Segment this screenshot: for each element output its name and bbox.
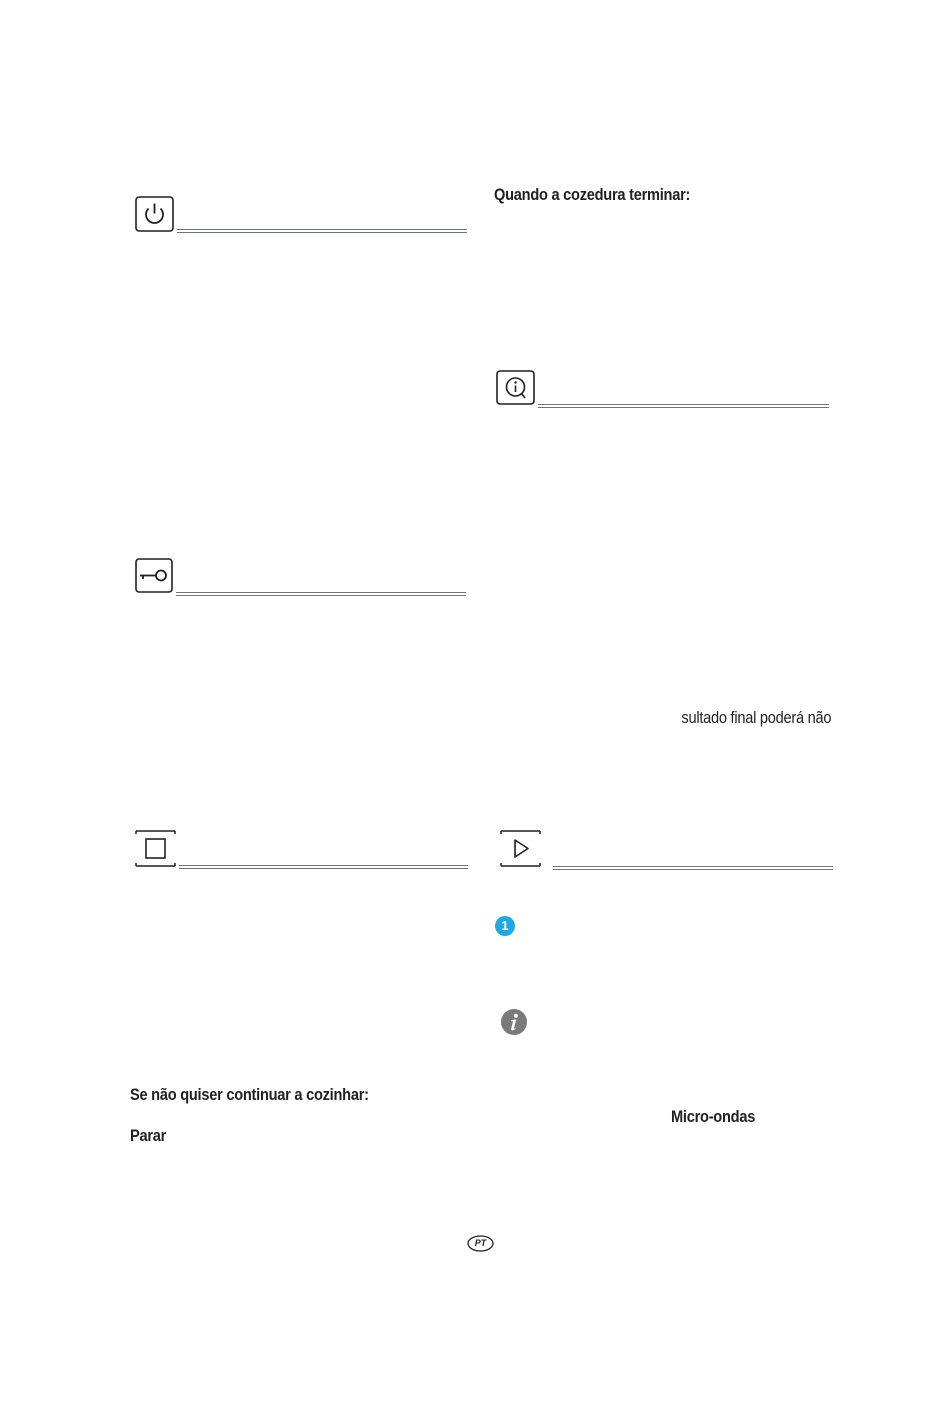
language-badge: [467, 1235, 494, 1252]
italic-info-icon: [501, 1009, 527, 1035]
section-rule-power: [177, 229, 467, 233]
cooking-end-heading: Quando a cozedura terminar:: [494, 185, 691, 204]
power-icon: [135, 196, 174, 232]
section-rule-lock: [176, 592, 466, 596]
key-lock-icon: [135, 558, 173, 593]
step-number: 1: [501, 918, 509, 933]
microwave-label: Micro-ondas: [671, 1107, 756, 1126]
info-icon: [496, 370, 535, 405]
section-rule-play: [553, 866, 833, 870]
language-code: PT: [474, 1238, 487, 1248]
stop-label: Parar: [130, 1126, 167, 1145]
step-number-icon: [495, 916, 515, 936]
stop-square-icon: [135, 830, 176, 867]
section-rule-info: [538, 404, 829, 408]
body-fragment-text: sultado final poderá não: [681, 708, 831, 727]
section-rule-stop: [179, 865, 468, 869]
stop-cooking-heading: Se não quiser continuar a cozinhar:: [130, 1085, 369, 1104]
play-triangle-icon: [500, 830, 541, 867]
